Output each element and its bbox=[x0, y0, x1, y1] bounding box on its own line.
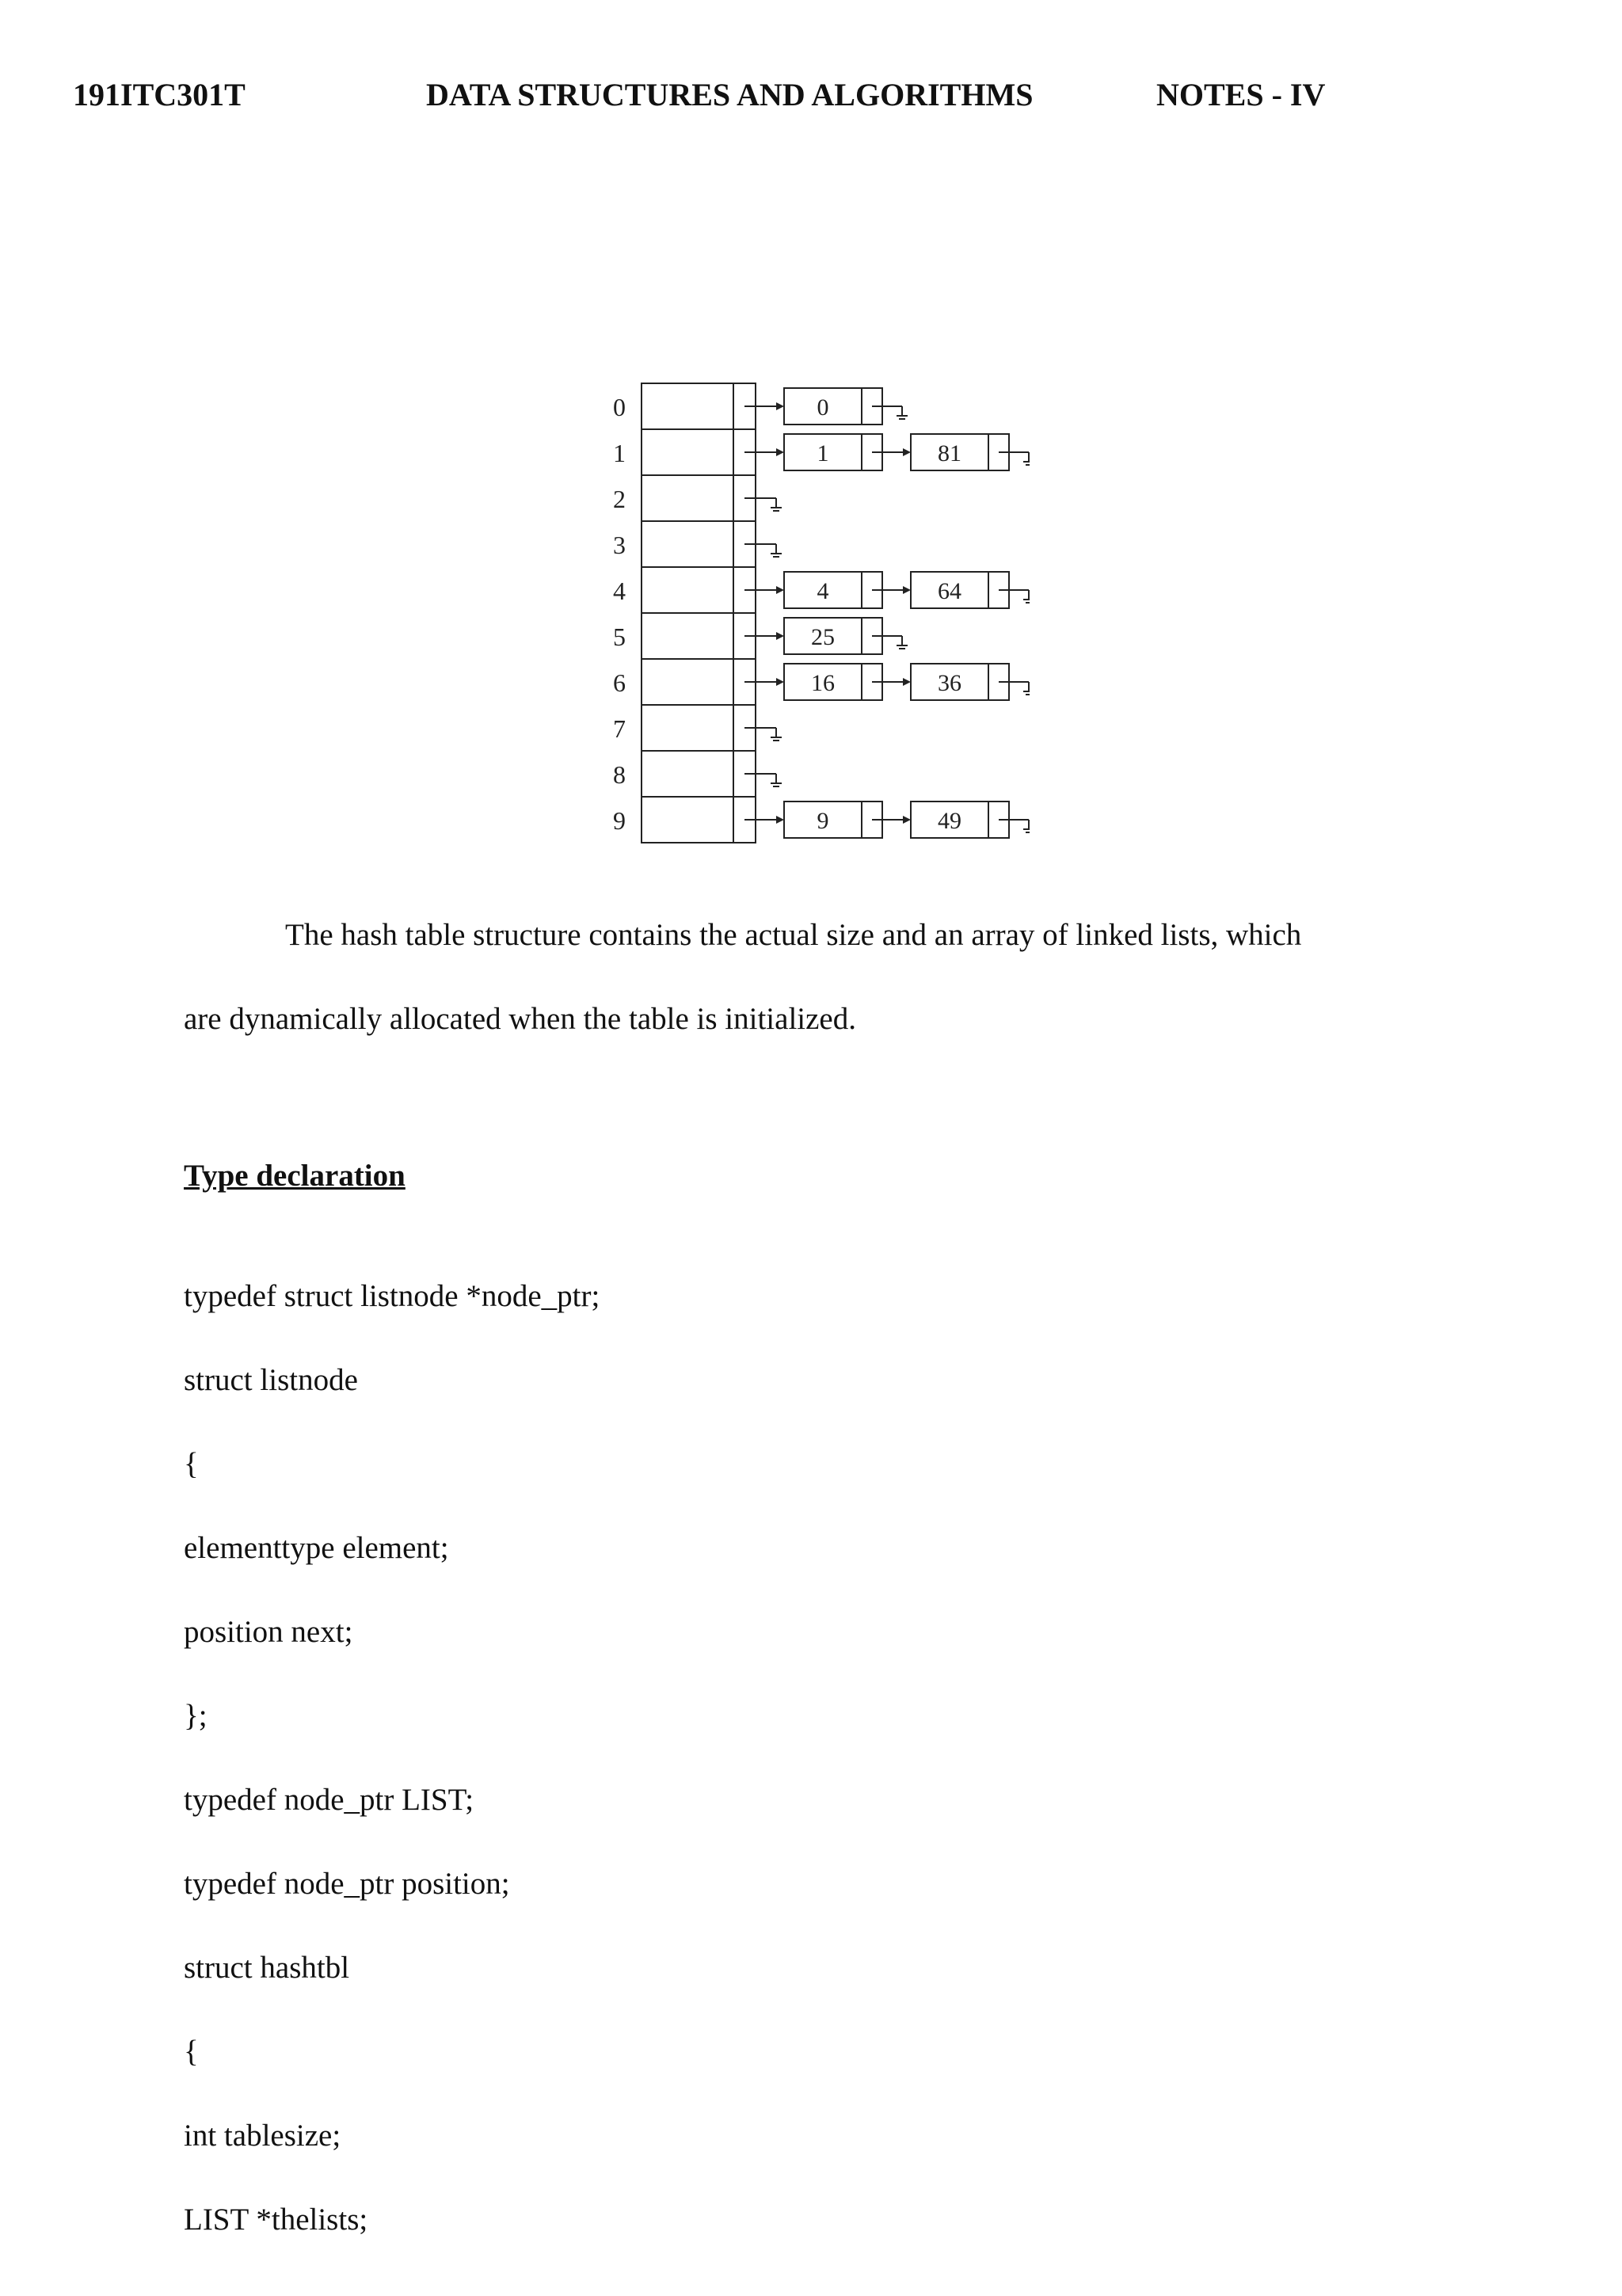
list-node-key-16: 16 bbox=[811, 670, 835, 696]
bucket-cell-3 bbox=[642, 521, 733, 567]
bucket-cell-6 bbox=[642, 659, 733, 705]
code-line-2: struct listnode bbox=[184, 1363, 358, 1397]
list-node-key-4: 4 bbox=[817, 578, 829, 604]
list-node-key-49: 49 bbox=[938, 808, 961, 834]
bucket-cell-8 bbox=[642, 751, 733, 797]
bucket-arrow-1-head bbox=[776, 448, 784, 456]
description-paragraph-line-1 bbox=[184, 893, 1419, 977]
bucket-index-5: 5 bbox=[613, 623, 626, 651]
course-code: 191ITC301T bbox=[73, 77, 246, 112]
code-line-1: typedef struct listnode *node_ptr; bbox=[184, 1279, 600, 1313]
bucket-cell-1 bbox=[642, 429, 733, 475]
code-line-8: typedef node_ptr position; bbox=[184, 1867, 510, 1901]
bucket-cell-2 bbox=[642, 475, 733, 521]
list-node-key-0: 0 bbox=[817, 394, 829, 421]
list-node-key-36: 36 bbox=[938, 670, 961, 696]
notes-label: NOTES - IV bbox=[1156, 77, 1326, 112]
bucket-arrow-4-head bbox=[776, 586, 784, 594]
page-header bbox=[73, 76, 1356, 116]
bucket-cell-7 bbox=[642, 705, 733, 751]
code-line-10: { bbox=[184, 2035, 199, 2069]
hash-table-diagram bbox=[586, 372, 1030, 863]
course-title: DATA STRUCTURES AND ALGORITHMS bbox=[426, 77, 1034, 112]
code-line-5: position next; bbox=[184, 1615, 353, 1649]
list-node-key-9: 9 bbox=[817, 808, 829, 834]
description-text-2: are dynamically allocated when the table is initialized. bbox=[184, 1002, 856, 1036]
code-line-7: typedef node_ptr LIST; bbox=[184, 1783, 474, 1817]
code-line-12: LIST *thelists; bbox=[184, 2203, 368, 2237]
list-link-16-head bbox=[903, 678, 911, 686]
bucket-cell-0 bbox=[642, 383, 733, 429]
bucket-index-4: 4 bbox=[613, 577, 626, 605]
bucket-index-1: 1 bbox=[613, 439, 626, 467]
bucket-arrow-6-head bbox=[776, 678, 784, 686]
code-line-3: { bbox=[184, 1447, 199, 1481]
bucket-arrow-0-head bbox=[776, 402, 784, 410]
bucket-index-2: 2 bbox=[613, 485, 626, 513]
bucket-cell-4 bbox=[642, 567, 733, 613]
list-node-key-81: 81 bbox=[938, 440, 961, 466]
list-node-key-25: 25 bbox=[811, 624, 835, 650]
code-line-4: elementtype element; bbox=[184, 1531, 449, 1565]
bucket-arrow-9-head bbox=[776, 816, 784, 824]
bucket-index-9: 9 bbox=[613, 806, 626, 835]
bucket-index-0: 0 bbox=[613, 393, 626, 421]
description-paragraph-line-2 bbox=[184, 977, 1419, 1061]
list-node-key-1: 1 bbox=[817, 440, 829, 466]
section-heading: Type declaration bbox=[184, 1159, 406, 1193]
bucket-arrow-5-head bbox=[776, 632, 784, 640]
list-link-9-head bbox=[903, 816, 911, 824]
bucket-index-3: 3 bbox=[613, 531, 626, 559]
code-line-11: int tablesize; bbox=[184, 2119, 341, 2153]
bucket-cell-9 bbox=[642, 797, 733, 843]
bucket-index-8: 8 bbox=[613, 760, 626, 789]
code-line-6: }; bbox=[184, 1699, 208, 1733]
list-node-key-64: 64 bbox=[938, 578, 961, 604]
bucket-index-7: 7 bbox=[613, 714, 626, 743]
description-text-1: The hash table structure contains the actual size and an array of linked lists, which bbox=[285, 918, 1302, 952]
bucket-cell-5 bbox=[642, 613, 733, 659]
code-line-9: struct hashtbl bbox=[184, 1951, 350, 1985]
list-link-1-head bbox=[903, 448, 911, 456]
list-link-4-head bbox=[903, 586, 911, 594]
bucket-index-6: 6 bbox=[613, 668, 626, 697]
